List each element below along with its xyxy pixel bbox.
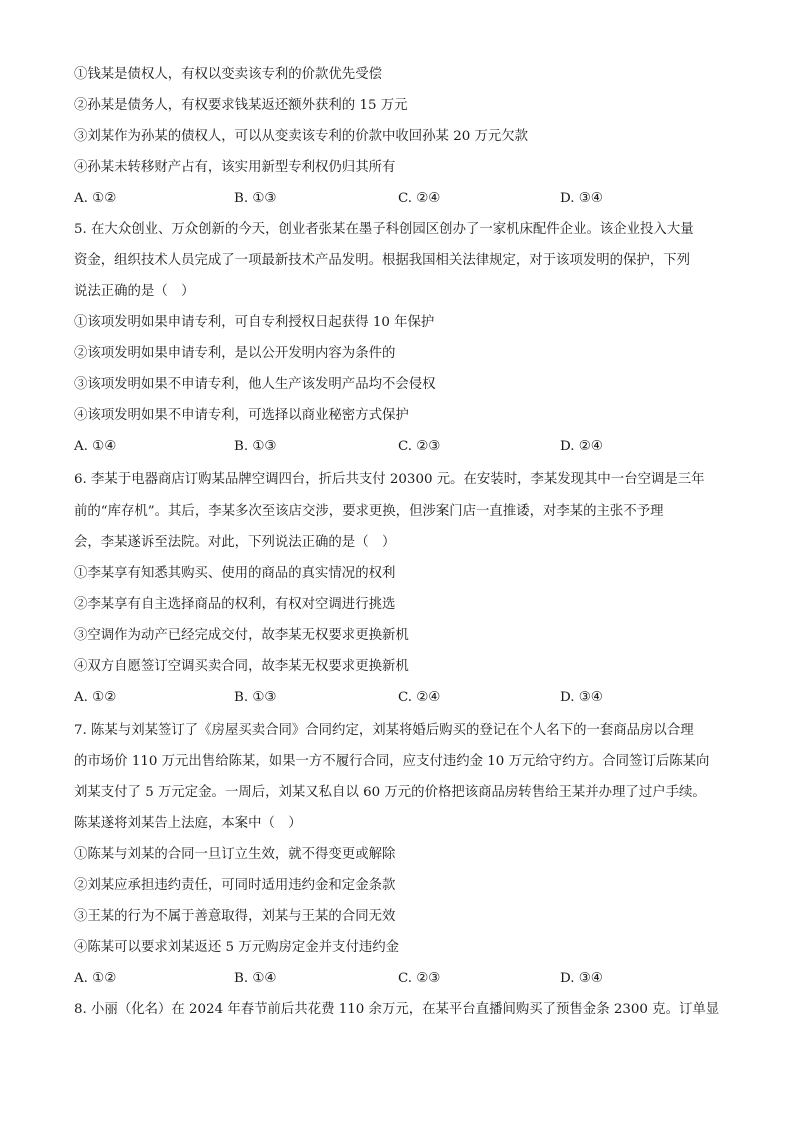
q4-option-d: D. ③④ [560, 191, 603, 206]
q6-option-d: D. ③④ [560, 690, 603, 705]
q7-option-b: B. ①④ [234, 971, 277, 986]
q5-statement-1: ①该项发明如果申请专利，可自专利授权日起获得 10 年保护 [74, 315, 435, 330]
q4-statement-2: ②孙某是债务人，有权要求钱某返还额外获利的 15 万元 [74, 98, 408, 113]
q7-statement-4: ④陈某可以要求刘某返还 5 万元购房定金并支付违约金 [74, 940, 400, 955]
q6-statement-4: ④双方自愿签订空调买卖合同，故李某无权要求更换新机 [74, 659, 409, 674]
q6-stem-line-2: 前的“库存机”。其后，李某多次至该店交涉，要求更换，但涉案门店一直推诿，对李某的主张不予理 [74, 504, 664, 519]
q5-option-b: B. ①③ [234, 439, 277, 454]
q4-option-c: C. ②④ [398, 191, 441, 206]
q5-options [74, 438, 714, 456]
q6-stem-line-3: 会，李某遂诉至法院。对此，下列说法正确的是（ ） [74, 535, 396, 550]
q4-options [74, 190, 714, 208]
q4-statement-3: ③刘某作为孙某的债权人，可以从变卖该专利的价款中收回孙某 20 万元欠款 [74, 129, 529, 144]
q5-stem-line-2: 资金，组织技术人员完成了一项最新技术产品发明。根据我国相关法律规定，对于该项发明的保护，下列 [74, 253, 690, 268]
q7-option-c: C. ②③ [398, 971, 441, 986]
q7-stem-line-2: 的市场价 110 万元出售给陈某，如果一方不履行合同，应支付违约金 10 万元给守约方。合同签订后陈某向 [74, 754, 710, 769]
q7-stem-line-4: 陈某遂将刘某告上法庭，本案中（ ） [74, 816, 302, 831]
q5-statement-4: ④该项发明如果不申请专利，可选择以商业秘密方式保护 [74, 408, 409, 423]
q7-option-a: A. ①② [74, 971, 117, 986]
q6-options [74, 689, 714, 707]
q5-option-d: D. ②④ [560, 439, 603, 454]
q4-option-b: B. ①③ [234, 191, 277, 206]
q7-stem-line-1: 7. 陈某与刘某签订了《房屋买卖合同》合同约定，刘某将婚后购买的登记在个人名下的一套商品房以合理 [74, 723, 694, 738]
q4-statement-1: ①钱某是债权人，有权以变卖该专利的价款优先受偿 [74, 67, 382, 82]
q6-statement-1: ①李某享有知悉其购买、使用的商品的真实情况的权利 [74, 566, 396, 581]
q4-option-a: A. ①② [74, 191, 117, 206]
q5-stem-line-3: 说法正确的是（ ） [74, 284, 195, 299]
q7-stem-line-3: 刘某支付了 5 万元定金。一周后，刘某又私自以 60 万元的价格把该商品房转售给王某并办理了过户手续。 [74, 785, 706, 800]
q6-option-c: C. ②④ [398, 690, 441, 705]
q5-stem-line-1: 5. 在大众创业、万众创新的今天，创业者张某在墨子科创园区创办了一家机床配件企业。该企业投入大量 [74, 222, 694, 237]
q5-option-a: A. ①④ [74, 439, 117, 454]
q7-statement-1: ①陈某与刘某的合同一旦订立生效，就不得变更或解除 [74, 847, 396, 862]
q5-statement-3: ③该项发明如果不申请专利，他人生产该发明产品均不会侵权 [74, 377, 436, 392]
q6-statement-2: ②李某享有自主选择商品的权利，有权对空调进行挑选 [74, 597, 396, 612]
q7-statement-3: ③王某的行为不属于善意取得，刘某与王某的合同无效 [74, 909, 396, 924]
q5-option-c: C. ②③ [398, 439, 441, 454]
q7-option-d: D. ③④ [560, 971, 603, 986]
q6-option-b: B. ①③ [234, 690, 277, 705]
q7-options [74, 970, 714, 988]
q6-option-a: A. ①② [74, 690, 117, 705]
q6-statement-3: ③空调作为动产已经完成交付，故李某无权要求更换新机 [74, 628, 409, 643]
q6-stem-line-1: 6. 李某于电器商店订购某品牌空调四台，折后共支付 20300 元。在安装时，李某发现其中一台空调是三年 [74, 472, 705, 487]
q7-statement-2: ②刘某应承担违约责任，可同时适用违约金和定金条款 [74, 878, 396, 893]
q8-stem-line-1: 8. 小丽（化名）在 2024 年春节前后共花费 110 余万元，在某平台直播间购买了预售金条 2300 克。订单显 [74, 1002, 720, 1017]
q4-statement-4: ④孙某未转移财产占有，该实用新型专利权仍归其所有 [74, 160, 396, 175]
q5-statement-2: ②该项发明如果申请专利，是以公开发明内容为条件的 [74, 346, 396, 361]
